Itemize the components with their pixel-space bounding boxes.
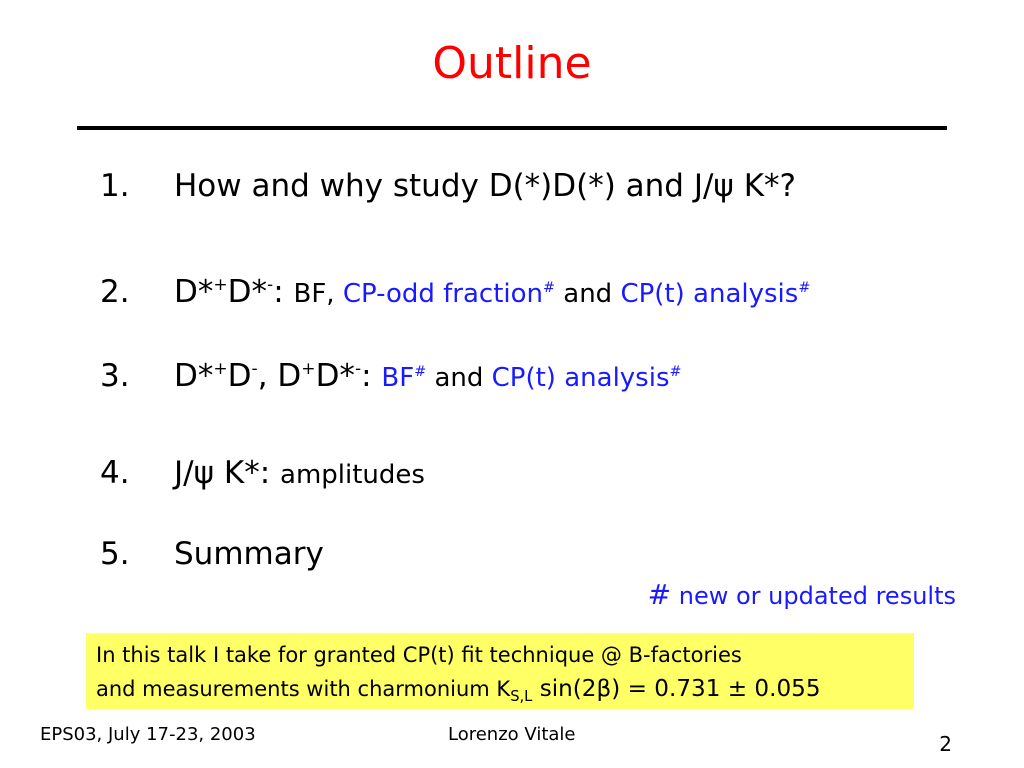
item-cpt: CP(t) analysis# — [491, 363, 682, 393]
box-line-2: and measurements with charmonium $K_{S,L}$ sin(2β) = 0.731 ± 0.055 — [96, 676, 821, 706]
page-number: 2 — [939, 732, 952, 756]
item-and: and — [555, 279, 621, 309]
item-text: Summary — [174, 536, 324, 572]
note-text: new or updated results — [671, 582, 956, 610]
item-number: 5. — [100, 536, 130, 572]
item-text: How and why study D(*)D(*) and J/ψ K*? — [174, 168, 797, 204]
item-number: 2. — [100, 274, 130, 310]
outline-item-4 — [100, 455, 425, 491]
outline-item-3 — [100, 358, 681, 394]
footer-event: EPS03, July 17-23, 2003 — [40, 724, 256, 745]
legend-note — [648, 578, 956, 611]
item-head: D*+D*-: — [174, 274, 294, 310]
title-divider — [77, 126, 947, 130]
item-cp-odd: CP-odd fraction# — [342, 279, 555, 309]
note-hash: # — [647, 578, 672, 611]
outline-item-2 — [100, 274, 810, 310]
item-cpt: CP(t) analysis# — [620, 279, 811, 309]
item-number: 4. — [100, 455, 130, 491]
box-line-1: In this talk I take for granted CP(t) fit technique @ B-factories — [96, 643, 742, 667]
footer-author: Lorenzo Vitale — [448, 724, 576, 745]
item-number: 3. — [100, 358, 130, 394]
item-bf: BF, — [293, 279, 343, 309]
slide-title: Outline — [432, 38, 592, 89]
outline-item-1 — [100, 168, 796, 204]
item-detail: amplitudes — [280, 460, 425, 490]
highlight-box — [86, 633, 914, 709]
item-bf: BF# — [381, 363, 427, 393]
item-head: J/ψ K*: — [174, 455, 281, 491]
outline-item-5 — [100, 536, 324, 572]
item-number: 1. — [100, 168, 130, 204]
item-head: D*+D-, D+D*-: — [174, 358, 382, 394]
item-and: and — [426, 363, 492, 393]
